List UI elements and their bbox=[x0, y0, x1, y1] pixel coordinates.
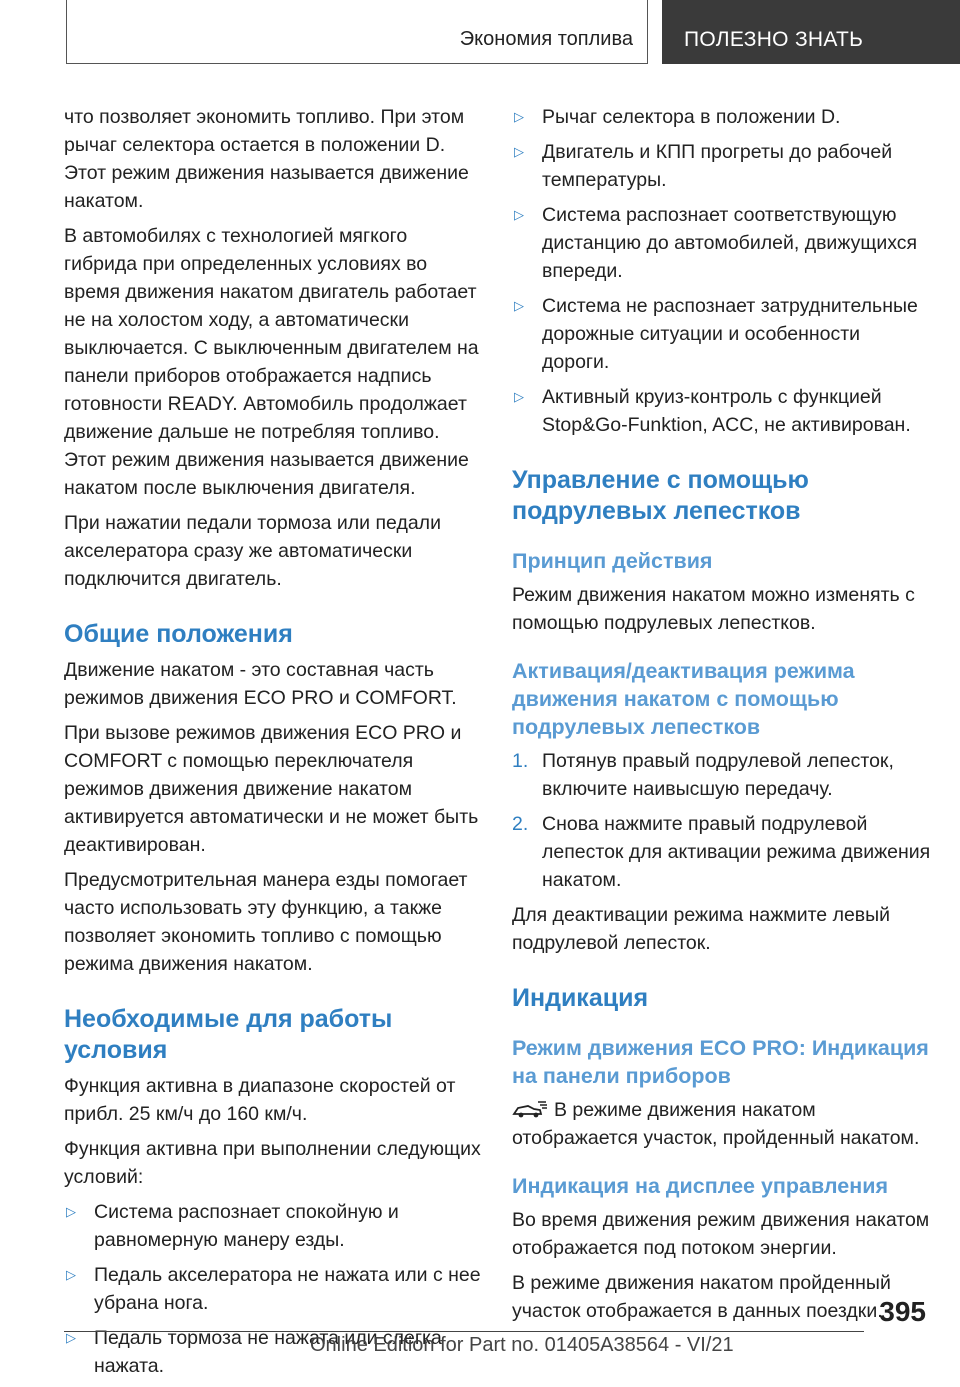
paragraph: Движение накатом - это составная часть режимов движения ECO PRO и COMFORT. bbox=[64, 659, 457, 709]
heading-display: Индикация на дисплее управления bbox=[512, 1174, 889, 1198]
heading-activation: Активация/деактивация режима движения накатом с помощью подрулевых лепестков bbox=[512, 659, 855, 739]
list-item: ▷ Система распознает спокойную и равномерную манеру езды. bbox=[64, 1198, 484, 1254]
list-item: ▷ Педаль акселератора не нажата или с нее убрана нога. bbox=[64, 1261, 484, 1317]
bullet-triangle-icon: ▷ bbox=[514, 298, 524, 313]
header-section-box bbox=[66, 0, 648, 64]
step-number: 2. bbox=[512, 813, 529, 835]
footer-divider bbox=[64, 1331, 864, 1332]
bullet-triangle-icon: ▷ bbox=[514, 109, 524, 124]
header-chapter-box bbox=[662, 0, 960, 64]
right-column bbox=[512, 103, 932, 1332]
bullet-triangle-icon: ▷ bbox=[66, 1267, 76, 1282]
bullet-triangle-icon: ▷ bbox=[66, 1204, 76, 1219]
heading-eco-pro: Режим движения ECO PRO: Индикация на панели приборов bbox=[512, 1036, 929, 1088]
step-number: 1. bbox=[512, 750, 529, 772]
heading-principle: Принцип действия bbox=[512, 549, 713, 573]
paragraph: Режим движения накатом можно изменять с помощью подрулевых лепестков. bbox=[512, 584, 915, 634]
left-column bbox=[64, 103, 484, 1387]
bullet-triangle-icon: ▷ bbox=[514, 144, 524, 159]
paragraph: Предусмотрительная манера езды помогает часто использовать эту функцию, а также позволяет экономить топливо с помощью режима движения накатом. bbox=[64, 869, 468, 975]
header-section-title: Экономия топлива bbox=[459, 28, 633, 50]
paragraph: При нажатии педали тормоза или педали акселератора сразу же автоматически подключится двигатель. bbox=[64, 512, 441, 590]
list-item: ▷ Педаль тормоза не нажата или слегка нажата. bbox=[64, 1324, 484, 1380]
paragraph: В автомобилях с технологией мягкого гибрида при определенных условиях во время движения накатом двигатель работает не на холостом ходу, а автоматически выключается. С выключенным двигателем на панели приборов отображается надпись готовности READY. Автомобиль продолжает движение дальше не потребляя топливо. Этот режим движения называется движение накатом после выключения двигателя. bbox=[64, 225, 479, 499]
heading-paddles: Управление с помощью подрулевых лепестков bbox=[512, 466, 809, 525]
list-item: ▷ Двигатель и КПП прогреты до рабочей температуры. bbox=[512, 138, 932, 194]
header-chapter-title: ПОЛЕЗНО ЗНАТЬ bbox=[684, 28, 864, 51]
step-item: 1. Потянув правый подрулевой лепесток, включите наивысшую передачу. bbox=[512, 747, 932, 803]
list-item: ▷ Система не распознает затруднительные дорожные ситуации и особенности дороги. bbox=[512, 292, 932, 376]
bullet-triangle-icon: ▷ bbox=[514, 207, 524, 222]
list-item: ▷ Рычаг селектора в положении D. bbox=[512, 103, 932, 131]
bullet-triangle-icon: ▷ bbox=[514, 389, 524, 404]
list-item: ▷ Система распознает соответствующую дистанцию до автомобилей, движущихся впереди. bbox=[512, 201, 932, 285]
coasting-car-icon bbox=[512, 1099, 548, 1119]
paragraph: что позволяет экономить топливо. При этом рычаг селектора остается в положении D. Этот режим движения называется движение накатом. bbox=[64, 106, 469, 212]
paragraph: При вызове режимов движения ECO PRO и COMFORT с помощью переключателя режимов движения движение накатом активируется автоматически и не может быть деактивирован. bbox=[64, 722, 479, 856]
paragraph: Для деактивации режима нажмите левый подрулевой лепесток. bbox=[512, 904, 891, 954]
paragraph: Функция активна при выполнении следующих условий: bbox=[64, 1138, 481, 1188]
heading-conditions: Необходимые для работы условия bbox=[64, 1005, 393, 1064]
heading-indication: Индикация bbox=[512, 984, 649, 1012]
paragraph: В режиме движения накатом пройденный участок отображается в данных поездки. bbox=[512, 1272, 891, 1322]
bullet-triangle-icon: ▷ bbox=[66, 1330, 76, 1345]
paragraph-with-icon: В режиме движения накатом отображается участок, пройденный накатом. bbox=[512, 1099, 920, 1149]
paragraph: Функция активна в диапазоне скоростей от прибл. 25 км/ч до 160 км/ч. bbox=[64, 1075, 456, 1125]
paragraph: Во время движения режим движения накатом отображается под потоком энергии. bbox=[512, 1209, 930, 1259]
footer-edition: Online Edition for Part no. 01405A38564 - VI/21 bbox=[310, 1334, 734, 1356]
step-item: 2. Снова нажмите правый подрулевой лепесток для активации режима движения накатом. bbox=[512, 810, 932, 894]
page-number: 395 bbox=[879, 1296, 926, 1327]
heading-general: Общие положения bbox=[64, 620, 293, 648]
list-item: ▷ Активный круиз-контроль с функцией Stop&Go-Funktion, ACC, не активирован. bbox=[512, 383, 932, 439]
